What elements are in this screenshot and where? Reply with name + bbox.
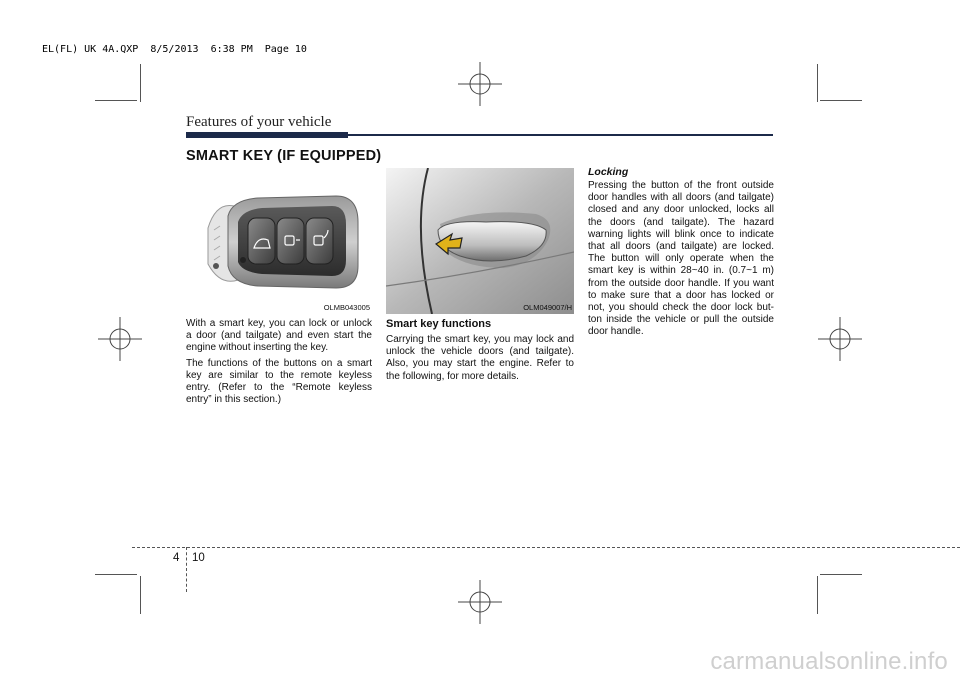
paragraph: Carrying the smart key, you may lock and unlock the vehicle doors (and tailgate). Also, you may start the engine. Refer to the following, for more details. (386, 334, 574, 382)
section-title: SMART KEY (IF EQUIPPED) (186, 148, 382, 164)
paragraph: The functions of the buttons on a smart key are similar to the remote keyless entry. (Refer to the “Remote keyless entry” in this section.) (186, 357, 372, 406)
page-number: 10 (192, 552, 205, 564)
registration-mark-top (458, 62, 502, 106)
door-handle-illustration (386, 168, 574, 314)
paragraph: Pressing the button of the front outside door handles with all doors (and tailgate) closed and any door unlocked, locks all the doors (and tailgate). The hazard warning lights will blink once to indicate that all doors (and tailgate) are locked. The button will only operate when the smart key is within 28~40 in. (0.7~1 m) from the outside door handle. If you want to make sure that a door has locked or not, you should check the door lock but-ton inside the vehicle or pull the outside door handle. (588, 180, 774, 338)
footer-divider (186, 547, 187, 592)
chapter-number: 4 (173, 552, 180, 564)
door-handle-figure (386, 168, 574, 314)
watermark: carmanualsonline.info (710, 648, 948, 675)
registration-mark-left (98, 317, 142, 361)
header-rule (348, 134, 773, 136)
registration-mark-bottom (458, 580, 502, 624)
header-rule-accent (186, 132, 348, 138)
figure-code: OLM049007/H (523, 303, 572, 312)
footer-rule (132, 547, 960, 548)
column-3-text (588, 180, 774, 342)
smart-key-illustration (186, 168, 372, 314)
column-2-text (386, 334, 574, 386)
smart-key-functions-heading: Smart key functions (386, 318, 492, 330)
smart-key-figure (186, 168, 372, 314)
figure-code: OLMB043005 (323, 303, 370, 312)
print-slug: EL(FL) UK 4A.QXP 8/5/2013 6:38 PM Page 10 (42, 44, 307, 55)
paragraph: With a smart key, you can lock or unlock a door (and tailgate) and even start the engine without inserting the key. (186, 318, 372, 354)
column-1-text (186, 318, 372, 409)
locking-heading: Locking (588, 166, 629, 178)
page-header-title: Features of your vehicle (186, 114, 332, 130)
registration-mark-right (818, 317, 862, 361)
